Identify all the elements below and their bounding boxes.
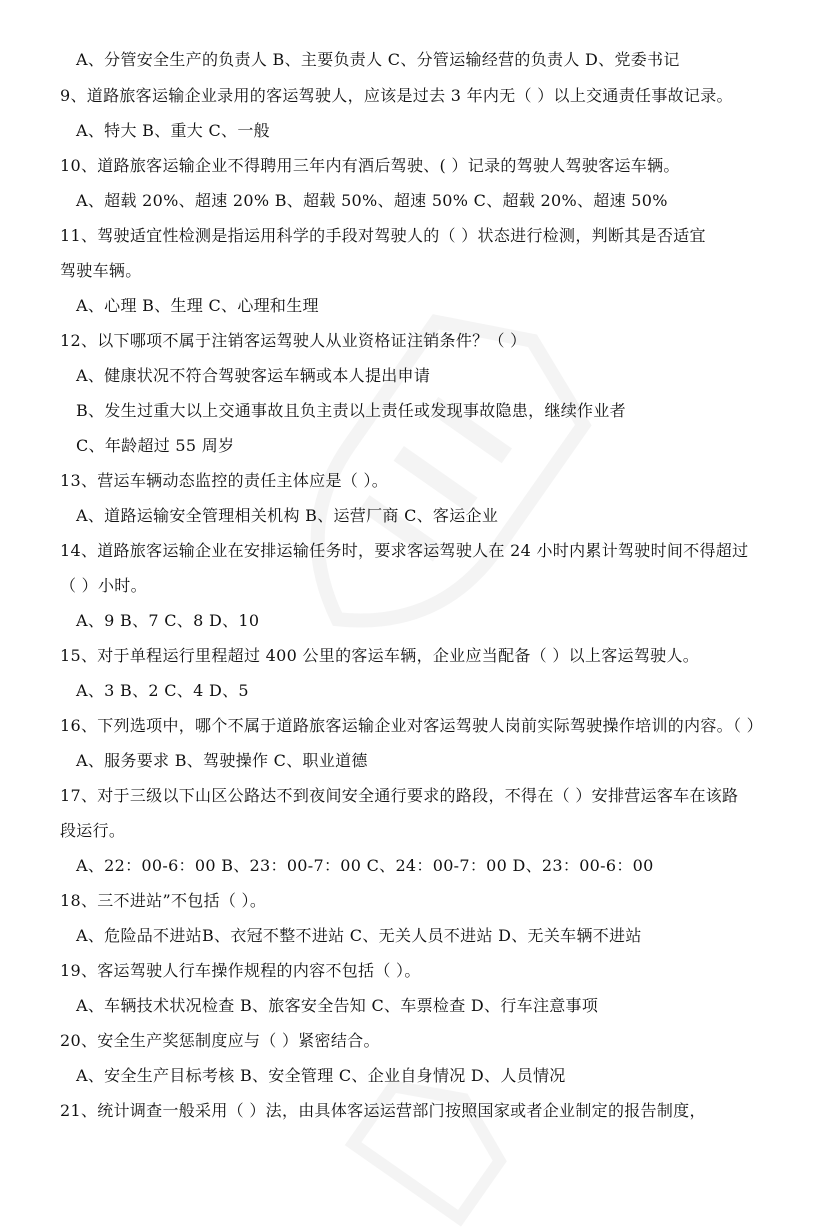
option-line-q17: A、22：00-6：00 B、23：00-7：00 C、24：00-7：00 D、23：00-6：00 [76,856,654,875]
option-line-q14: A、9 B、7 C、8 D、10 [76,611,260,630]
question-12: 12、以下哪项不属于注销客运驾驶人从业资格证注销条件？（ ） [60,331,527,350]
question-15: 15、对于单程运行里程超过 400 公里的客运车辆，企业应当配备（ ）以上客运驾驶人。 [60,646,700,665]
option-c-q12: C、年龄超过 55 周岁 [76,436,235,455]
option-line-q15: A、3 B、2 C、4 D、5 [76,681,249,700]
option-line-q11: A、心理 B、生理 C、心理和生理 [76,296,319,315]
option-line-q18: A、危险品不进站B、衣冠不整不进站 C、无关人员不进站 D、无关车辆不进站 [76,926,642,945]
question-16: 16、下列选项中，哪个不属于道路旅客运输企业对客运驾驶人岗前实际驾驶操作培训的内容。（ ） [60,716,763,735]
question-18: 18、三不进站”不包括（ ）。 [60,891,267,910]
option-b-q12: B、发生过重大以上交通事故且负主责以上责任或发现事故隐患，继续作业者 [76,401,626,420]
question-17: 17、对于三级以下山区公路达不到夜间安全通行要求的路段，不得在（ ）安排营运客车在该路 [60,786,739,805]
question-9: 9、道路旅客运输企业录用的客运驾驶人，应该是过去 3 年内无（ ）以上交通责任事故记录。 [60,86,733,105]
option-a-q12: A、健康状况不符合驾驶客运车辆或本人提出申请 [76,366,431,385]
question-14-continued: （ ）小时。 [60,576,147,595]
question-21: 21、统计调查一般采用（ ）法，由具体客运运营部门按照国家或者企业制定的报告制度， [60,1101,706,1120]
question-20: 20、安全生产奖惩制度应与（ ）紧密结合。 [60,1031,380,1050]
option-line-q16: A、服务要求 B、驾驶操作 C、职业道德 [76,751,368,770]
option-line-q13: A、道路运输安全管理相关机构 B、运营厂商 C、客运企业 [76,506,499,525]
option-line-q9: A、特大 B、重大 C、一般 [76,121,270,140]
question-13: 13、营运车辆动态监控的责任主体应是（ ）。 [60,471,389,490]
option-line-q8: A、分管安全生产的负责人 B、主要负责人 C、分管运输经营的负责人 D、党委书记 [76,50,680,69]
question-19: 19、客运驾驶人行车操作规程的内容不包括（ ）。 [60,961,421,980]
question-14: 14、道路旅客运输企业在安排运输任务时，要求客运驾驶人在 24 小时内累计驾驶时间不得超过 [60,541,749,560]
question-10: 10、道路旅客运输企业不得聘用三年内有酒后驾驶、( ）记录的驾驶人驾驶客运车辆。 [60,156,680,175]
question-11: 11、驾驶适宜性检测是指运用科学的手段对驾驶人的（ ）状态进行检测，判断其是否适宜 [60,226,706,245]
question-11-continued: 驾驶车辆。 [60,261,142,280]
question-17-continued: 段运行。 [60,821,126,840]
option-line-q20: A、安全生产目标考核 B、安全管理 C、企业自身情况 D、人员情况 [76,1066,566,1085]
option-line-q19: A、车辆技术状况检查 B、旅客安全告知 C、车票检查 D、行车注意事项 [76,996,599,1015]
option-line-q10: A、超载 20%、超速 20% B、超载 50%、超速 50% C、超载 20%、超速 50% [76,191,668,210]
